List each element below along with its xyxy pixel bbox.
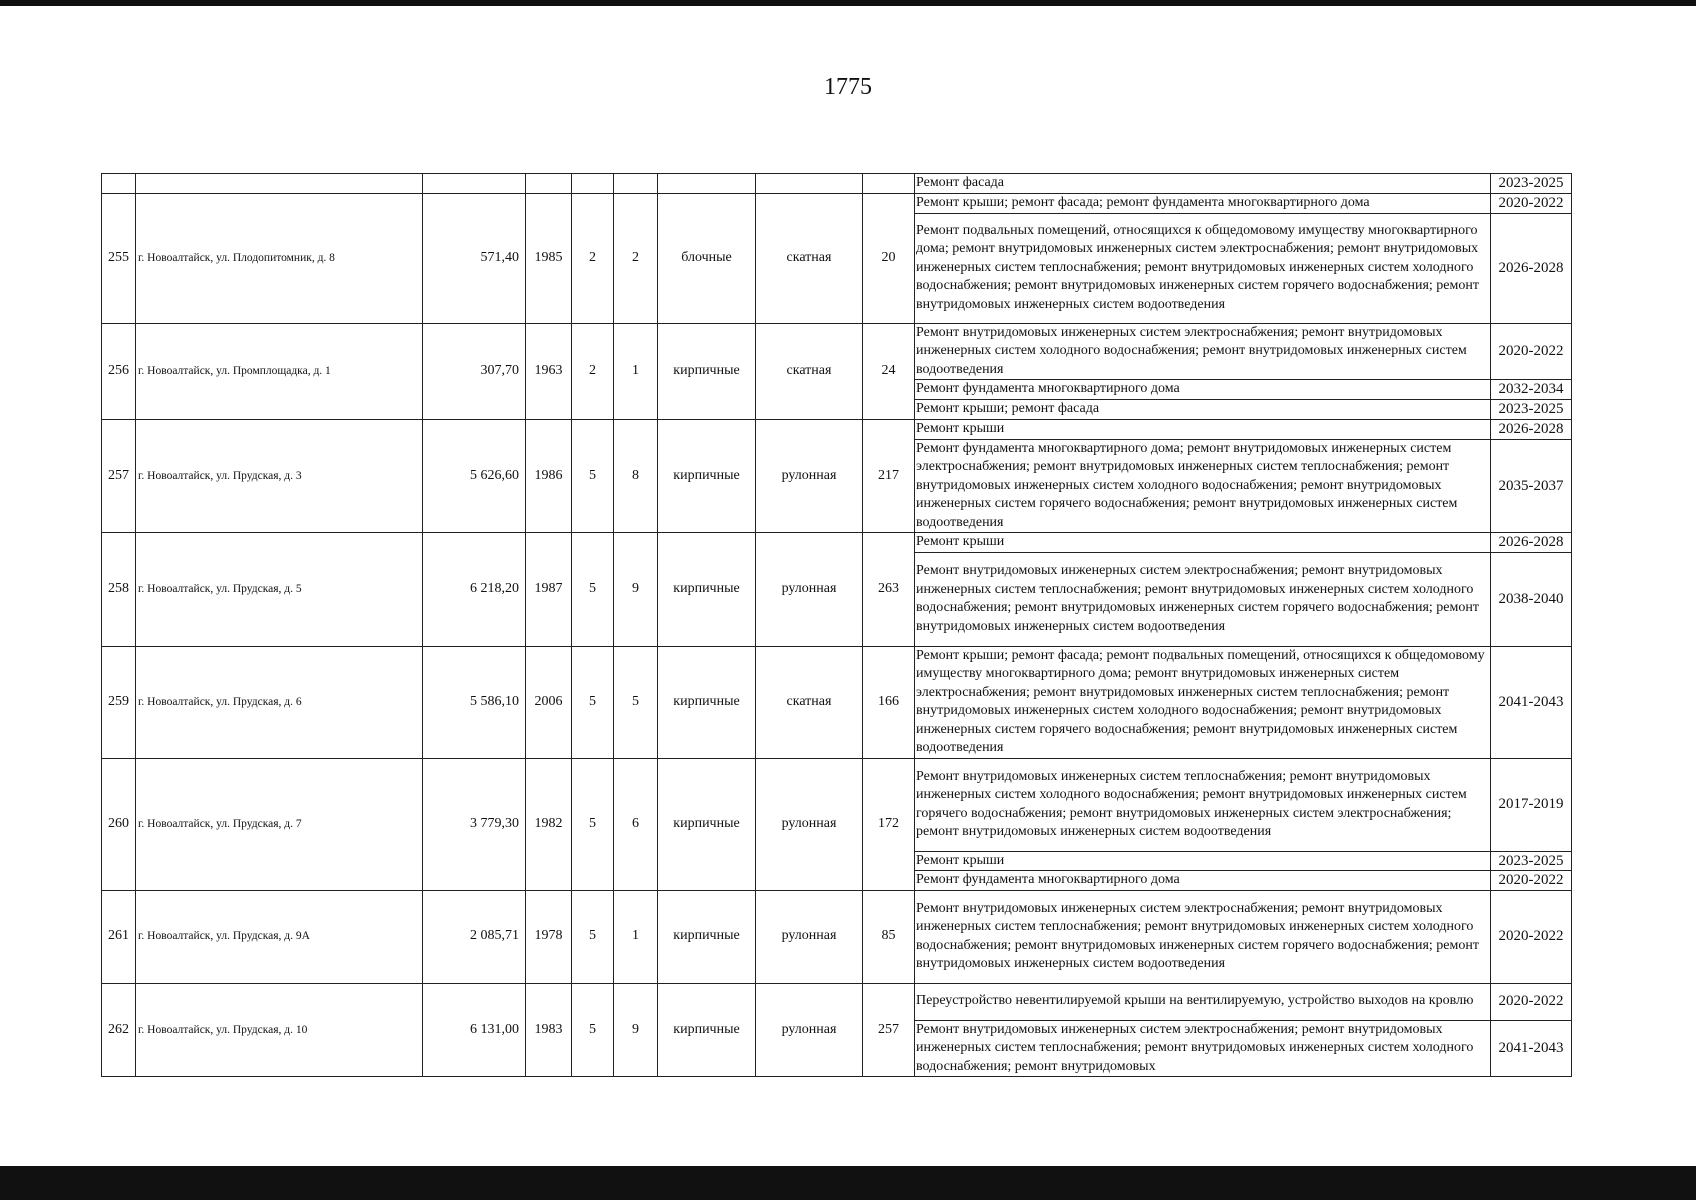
build-year: 1987 [526, 533, 572, 647]
floors: 5 [572, 533, 614, 647]
residents-count: 20 [863, 193, 915, 323]
table-row-carry-over [102, 174, 1572, 194]
roof-type: рулонная [756, 890, 863, 983]
wall-material: кирпичные [658, 533, 756, 647]
entrances: 9 [614, 983, 658, 1077]
area: 6 218,20 [423, 533, 526, 647]
row-number: 258 [102, 533, 136, 647]
row-number: 260 [102, 758, 136, 890]
area: 6 131,00 [423, 983, 526, 1077]
empty-cell [526, 174, 572, 194]
empty-cell [614, 174, 658, 194]
address: г. Новоалтайск, ул. Промплощадка, д. 1 [136, 323, 423, 419]
residents-count: 24 [863, 323, 915, 419]
work-period: 2020-2022 [1491, 890, 1572, 983]
work-period: 2020-2022 [1491, 323, 1572, 380]
table-row [102, 533, 1572, 553]
table-row [102, 646, 1572, 758]
entrances: 1 [614, 890, 658, 983]
work-description: Ремонт крыши; ремонт фасада; ремонт подвальных помещений, относящихся к общедомовому имуществу многоквартирного дома; ремонт внутридомовых инженерных систем электроснабжения; ремонт внутридомовых инженерных систем теплоснабжения; ремонт внутридомовых инженерных систем холодного водоснабжения; ремонт внутридомовых инженерных систем горячего водоснабжения; ремонт внутридомовых инженерных систем водоотведения [915, 646, 1491, 758]
area: 307,70 [423, 323, 526, 419]
build-year: 1978 [526, 890, 572, 983]
entrances: 8 [614, 419, 658, 533]
work-description: Ремонт внутридомовых инженерных систем электроснабжения; ремонт внутридомовых инженерных систем теплоснабжения; ремонт внутридомовых инженерных систем холодного водоснабжения; ремонт внутридомовых инженерных систем горячего водоснабжения; ремонт внутридомовых инженерных систем водоотведения [915, 552, 1491, 646]
empty-cell [136, 174, 423, 194]
row-number: 256 [102, 323, 136, 419]
wall-material: кирпичные [658, 983, 756, 1077]
build-year: 2006 [526, 646, 572, 758]
work-description: Ремонт подвальных помещений, относящихся к общедомовому имуществу многоквартирного дома; ремонт внутридомовых инженерных систем электроснабжения; ремонт внутридомовых инженерных систем теплоснабжения; ремонт внутридомовых инженерных систем холодного водоснабжения; ремонт внутридомовых инженерных систем горячего водоснабжения; ремонт внутридомовых инженерных систем водоотведения [915, 213, 1491, 323]
build-year: 1986 [526, 419, 572, 533]
floors: 5 [572, 646, 614, 758]
address: г. Новоалтайск, ул. Плодопитомник, д. 8 [136, 193, 423, 323]
work-period: 2035-2037 [1491, 439, 1572, 533]
residents-count: 85 [863, 890, 915, 983]
table-row [102, 890, 1572, 983]
table-row [102, 983, 1572, 1020]
table-row [102, 758, 1572, 851]
wall-material: кирпичные [658, 646, 756, 758]
work-period: 2023-2025 [1491, 400, 1572, 420]
work-description: Переустройство невентилируемой крыши на вентилируемую, устройство выходов на кровлю [915, 983, 1491, 1020]
work-description: Ремонт крыши; ремонт фасада; ремонт фундамента многоквартирного дома [915, 193, 1491, 213]
area: 571,40 [423, 193, 526, 323]
scan-bottom-border [0, 1166, 1696, 1200]
work-period: 2038-2040 [1491, 552, 1572, 646]
roof-type: скатная [756, 646, 863, 758]
area: 2 085,71 [423, 890, 526, 983]
wall-material: кирпичные [658, 323, 756, 419]
work-period: 2023-2025 [1491, 174, 1572, 194]
table-row [102, 323, 1572, 380]
empty-cell [756, 174, 863, 194]
address: г. Новоалтайск, ул. Прудская, д. 10 [136, 983, 423, 1077]
floors: 5 [572, 890, 614, 983]
address: г. Новоалтайск, ул. Прудская, д. 9А [136, 890, 423, 983]
empty-cell [572, 174, 614, 194]
build-year: 1982 [526, 758, 572, 890]
roof-type: рулонная [756, 419, 863, 533]
floors: 5 [572, 983, 614, 1077]
row-number: 259 [102, 646, 136, 758]
build-year: 1983 [526, 983, 572, 1077]
entrances: 1 [614, 323, 658, 419]
floors: 2 [572, 323, 614, 419]
work-description: Ремонт фундамента многоквартирного дома [915, 871, 1491, 891]
work-description: Ремонт внутридомовых инженерных систем электроснабжения; ремонт внутридомовых инженерных систем теплоснабжения; ремонт внутридомовых инженерных систем холодного водоснабжения; ремонт внутридомовых [915, 1020, 1491, 1077]
entrances: 9 [614, 533, 658, 647]
work-period: 2026-2028 [1491, 419, 1572, 439]
work-description: Ремонт внутридомовых инженерных систем теплоснабжения; ремонт внутридомовых инженерных систем холодного водоснабжения; ремонт внутридомовых инженерных систем горячего водоснабжения; ремонт внутридомовых инженерных систем электроснабжения; ремонт внутридомовых инженерных систем водоотведения [915, 758, 1491, 851]
floors: 5 [572, 419, 614, 533]
work-description: Ремонт крыши [915, 419, 1491, 439]
work-period: 2017-2019 [1491, 758, 1572, 851]
table-row [102, 419, 1572, 439]
work-description: Ремонт внутридомовых инженерных систем электроснабжения; ремонт внутридомовых инженерных систем теплоснабжения; ремонт внутридомовых инженерных систем холодного водоснабжения; ремонт внутридомовых инженерных систем горячего водоснабжения; ремонт внутридомовых инженерных систем водоотведения [915, 890, 1491, 983]
scan-top-border [0, 0, 1696, 6]
work-description: Ремонт фундамента многоквартирного дома [915, 380, 1491, 400]
work-period: 2020-2022 [1491, 193, 1572, 213]
wall-material: кирпичные [658, 419, 756, 533]
entrances: 2 [614, 193, 658, 323]
residents-count: 257 [863, 983, 915, 1077]
roof-type: рулонная [756, 983, 863, 1077]
work-description: Ремонт внутридомовых инженерных систем электроснабжения; ремонт внутридомовых инженерных систем холодного водоснабжения; ремонт внутридомовых инженерных систем водоотведения [915, 323, 1491, 380]
work-period: 2032-2034 [1491, 380, 1572, 400]
wall-material: блочные [658, 193, 756, 323]
address: г. Новоалтайск, ул. Прудская, д. 3 [136, 419, 423, 533]
residents-count: 172 [863, 758, 915, 890]
residents-count: 166 [863, 646, 915, 758]
floors: 5 [572, 758, 614, 890]
row-number: 255 [102, 193, 136, 323]
address: г. Новоалтайск, ул. Прудская, д. 6 [136, 646, 423, 758]
empty-cell [423, 174, 526, 194]
build-year: 1985 [526, 193, 572, 323]
page-number: 1775 [824, 74, 872, 100]
empty-cell [658, 174, 756, 194]
work-description: Ремонт крыши [915, 851, 1491, 871]
work-period: 2020-2022 [1491, 871, 1572, 891]
wall-material: кирпичные [658, 890, 756, 983]
work-description: Ремонт фасада [915, 174, 1491, 194]
wall-material: кирпичные [658, 758, 756, 890]
work-description: Ремонт фундамента многоквартирного дома; ремонт внутридомовых инженерных систем электроснабжения; ремонт внутридомовых инженерных систем теплоснабжения; ремонт внутридомовых инженерных систем холодного водоснабжения; ремонт внутридомовых инженерных систем горячего водоснабжения; ремонт внутридомовых инженерных систем водоотведения [915, 439, 1491, 533]
build-year: 1963 [526, 323, 572, 419]
empty-cell [863, 174, 915, 194]
address: г. Новоалтайск, ул. Прудская, д. 5 [136, 533, 423, 647]
area: 5 626,60 [423, 419, 526, 533]
entrances: 5 [614, 646, 658, 758]
area: 3 779,30 [423, 758, 526, 890]
empty-cell [102, 174, 136, 194]
row-number: 262 [102, 983, 136, 1077]
work-period: 2023-2025 [1491, 851, 1572, 871]
row-number: 257 [102, 419, 136, 533]
roof-type: скатная [756, 193, 863, 323]
floors: 2 [572, 193, 614, 323]
residents-count: 217 [863, 419, 915, 533]
work-period: 2020-2022 [1491, 983, 1572, 1020]
housing-repair-table [101, 173, 1572, 1077]
work-description: Ремонт крыши [915, 533, 1491, 553]
work-description: Ремонт крыши; ремонт фасада [915, 400, 1491, 420]
work-period: 2041-2043 [1491, 646, 1572, 758]
roof-type: рулонная [756, 533, 863, 647]
work-period: 2026-2028 [1491, 533, 1572, 553]
entrances: 6 [614, 758, 658, 890]
roof-type: рулонная [756, 758, 863, 890]
table-row [102, 193, 1572, 213]
work-period: 2026-2028 [1491, 213, 1572, 323]
residents-count: 263 [863, 533, 915, 647]
address: г. Новоалтайск, ул. Прудская, д. 7 [136, 758, 423, 890]
work-period: 2041-2043 [1491, 1020, 1572, 1077]
row-number: 261 [102, 890, 136, 983]
roof-type: скатная [756, 323, 863, 419]
area: 5 586,10 [423, 646, 526, 758]
